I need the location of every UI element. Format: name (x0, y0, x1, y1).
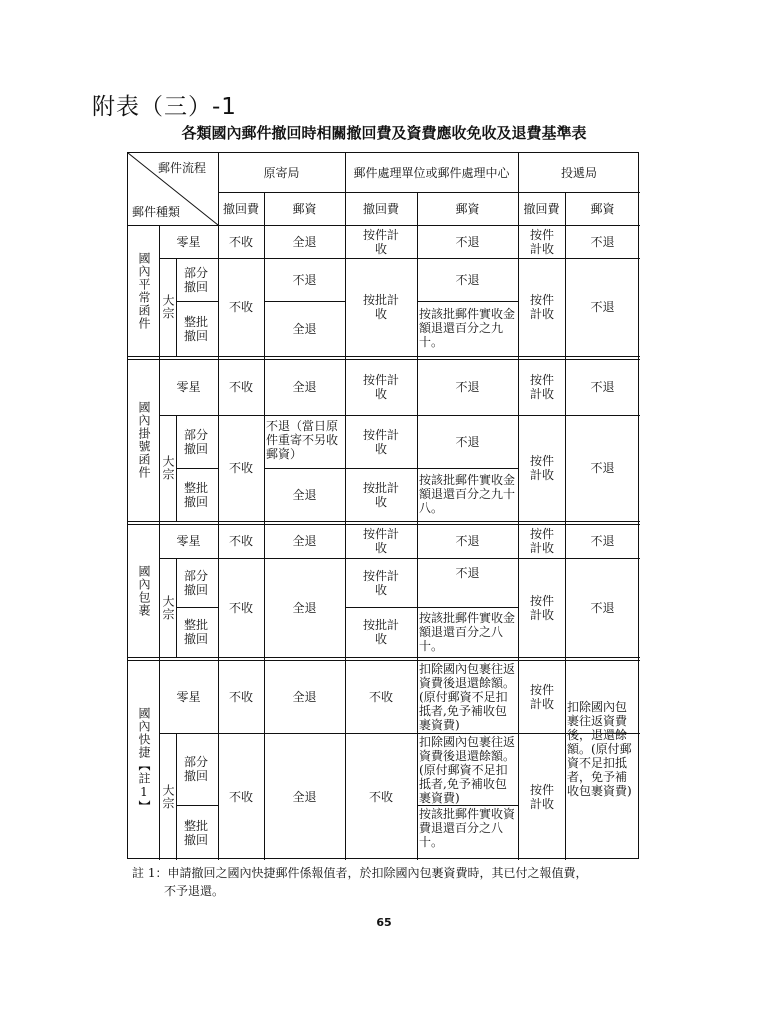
table-cell: 不退 (455, 534, 480, 548)
row-label-bulk-text: 大宗 (161, 783, 175, 810)
table-cell: 按件計收 (362, 227, 399, 256)
sub-header: 郵資 (590, 201, 615, 216)
table-cell: 按件計收 (529, 454, 554, 482)
section-label (128, 524, 159, 657)
table-cell: 不退 (455, 380, 480, 394)
table-cell: 不收 (228, 689, 253, 704)
rule (128, 356, 640, 357)
section-label (128, 359, 159, 521)
table-cell: 不退 (455, 272, 480, 287)
table-cell: 不收 (228, 300, 253, 314)
table-cell: 按該批郵件實收資費退還百分之八十。 (419, 807, 516, 849)
table-cell: 按件計收 (529, 593, 554, 622)
table-cell: 不收 (228, 461, 253, 475)
table-cell: 按件計收 (362, 527, 399, 555)
table-cell: 全退 (292, 321, 317, 336)
row-label-whole: 整批撤回 (183, 480, 208, 509)
table-cell: 不退 (590, 380, 615, 394)
footnote (132, 864, 587, 900)
table-cell: 按批計收 (362, 618, 399, 646)
rule (176, 558, 177, 657)
rule (176, 733, 177, 860)
sub-header: 郵資 (455, 201, 480, 216)
sub-header: 撤回費 (222, 201, 259, 216)
footnote-line-1: 註 1：申請撤回之國內快捷郵件係報值者，於扣除國內包裹資費時，其已付之報值費， (132, 866, 588, 880)
table-cell: 不退 (292, 272, 317, 287)
col-group-origin: 原寄局 (263, 165, 300, 180)
corner-bottom-label: 郵件種類 (132, 205, 181, 219)
table-cell: 按該批郵件實收金額退還百分之九十。 (419, 307, 516, 349)
table-cell: 全退 (292, 789, 317, 804)
table-cell: 不退 (590, 300, 615, 314)
table-cell: 按該批郵件實收金額退還百分之九十八。 (419, 473, 516, 515)
table-cell: 全退 (292, 534, 317, 548)
rule (417, 301, 518, 302)
table-title: 各類國內郵件撤回時相關撤回費及資費應收免收及退費基準表 (181, 124, 587, 142)
table-cell: 不退 (590, 534, 615, 548)
sub-header: 撤回費 (362, 201, 399, 216)
table-cell: 扣除國內包裹往返資費後退還餘額。(原付郵資不足扣抵者,免予補收包裹資費) (419, 735, 516, 805)
table-cell: 按件計收 (362, 568, 399, 597)
row-label-whole: 整批撤回 (183, 618, 208, 646)
table-cell: 不退（當日原件重寄不另收郵資） (266, 419, 339, 461)
footnote-line-2: 不予退還。 (164, 884, 225, 898)
row-label-whole: 整批撤回 (183, 314, 208, 343)
sub-header: 郵資 (292, 201, 317, 216)
row-label-bulk-text: 大宗 (161, 294, 175, 320)
row-label-bulk (159, 558, 176, 657)
table-cell: 按批計收 (362, 480, 399, 509)
table-cell: 不退 (590, 234, 615, 249)
table-cell: 按件計收 (362, 427, 399, 456)
table-cell: 扣除國內包裹往返資費後，退還餘額。(原付郵資不足扣抵者，免予補收包裹資費) (567, 700, 632, 798)
table-cell: 不退 (590, 461, 615, 475)
table-cell: 按件計收 (529, 373, 554, 401)
table-cell: 不退 (455, 434, 480, 449)
row-label-zero: 零星 (176, 380, 201, 394)
section-label-text: 國內包裹 (137, 564, 151, 617)
row-label-zero: 零星 (176, 689, 201, 704)
table-cell: 不收 (228, 789, 253, 804)
page-number: 65 (376, 916, 392, 929)
table-cell: 按件計收 (529, 527, 554, 555)
table-cell: 不收 (228, 380, 253, 394)
table-cell: 不退 (455, 234, 480, 249)
table-cell: 不收 (228, 234, 253, 249)
table-cell: 全退 (292, 689, 317, 704)
page-title: 附表（三）-1 (92, 94, 237, 120)
table-cell: 不收 (228, 600, 253, 615)
table-cell: 不收 (368, 789, 393, 804)
table-cell: 按件計收 (529, 782, 554, 811)
table-cell: 按件計收 (529, 293, 554, 321)
rule (176, 258, 177, 356)
table-cell: 全退 (292, 487, 317, 502)
rule (128, 521, 640, 522)
section-label-text: 國內平常函件 (137, 251, 151, 330)
section-label (128, 225, 159, 356)
row-label-bulk-text: 大宗 (161, 594, 175, 621)
table-cell: 按批計收 (362, 293, 399, 321)
fee-table (127, 152, 639, 859)
table-cell: 全退 (292, 380, 317, 394)
row-label-partial: 部分撤回 (183, 755, 208, 783)
row-label-partial: 部分撤回 (183, 568, 208, 597)
col-group-delivery: 投遞局 (560, 165, 597, 180)
table-cell: 不退 (590, 600, 615, 615)
table-cell: 不收 (228, 534, 253, 548)
row-label-partial: 部分撤回 (183, 265, 208, 294)
col-group-processing: 郵件處理單位或郵件處理中心 (353, 165, 510, 180)
row-label-whole: 整批撤回 (183, 818, 208, 847)
table-cell: 按件計收 (529, 227, 554, 256)
table-cell: 按件計收 (362, 373, 399, 401)
section-label (128, 660, 159, 860)
row-label-zero: 零星 (176, 534, 201, 548)
table-cell: 按件計收 (529, 682, 554, 711)
table-cell: 按該批郵件實收金額退還百分之八十。 (419, 611, 516, 653)
table-cell: 不退 (455, 566, 480, 580)
table-cell: 全退 (292, 234, 317, 249)
rule (176, 415, 177, 521)
rule (518, 153, 519, 860)
table-cell: 全退 (292, 600, 317, 615)
row-label-zero: 零星 (176, 234, 201, 249)
row-label-bulk (159, 415, 176, 521)
section-label-text: 國內快捷【註1】 (137, 707, 151, 813)
row-label-bulk (159, 258, 176, 356)
table-cell: 不收 (368, 689, 393, 704)
row-label-partial: 部分撤回 (183, 427, 208, 456)
table-cell: 扣除國內包裹往返資費後退還餘額。(原付郵資不足扣抵者,免予補收包裹資費) (419, 662, 516, 732)
row-label-bulk-text: 大宗 (161, 455, 175, 481)
row-label-bulk (159, 733, 176, 860)
sub-header: 撤回費 (523, 201, 560, 216)
rule (128, 657, 640, 658)
section-label-text: 國內掛號函件 (137, 401, 151, 479)
corner-top-label: 郵件流程 (158, 161, 207, 175)
